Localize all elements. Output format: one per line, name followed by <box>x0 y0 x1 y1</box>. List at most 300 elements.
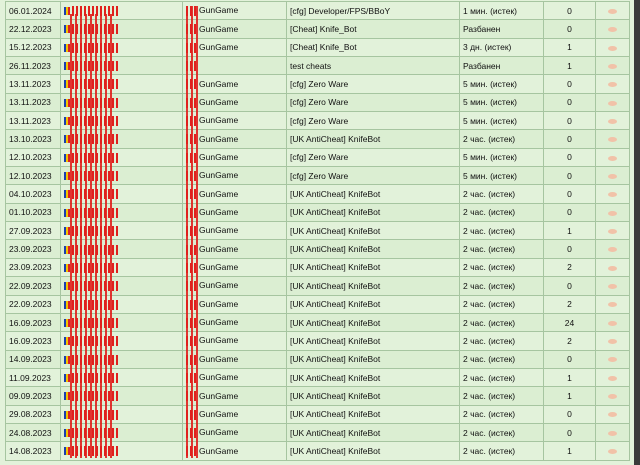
ban-date: 16.09.2023 <box>6 332 61 350</box>
ukraine-flag-icon <box>64 356 70 364</box>
server-name: GunGame <box>199 445 239 456</box>
eye-icon[interactable] <box>608 302 617 307</box>
server-name: GunGame <box>199 188 239 199</box>
details-cell[interactable] <box>596 57 630 75</box>
redacted-player-name <box>72 208 120 218</box>
redacted-player-name <box>72 263 120 273</box>
ban-date: 04.10.2023 <box>6 185 61 203</box>
ukraine-flag-icon <box>64 301 70 309</box>
ban-count: 2 <box>544 332 596 350</box>
redacted-server-mark <box>186 245 196 255</box>
ban-reason: [cfg] Developer/FPS/BBoY <box>287 2 460 20</box>
eye-icon[interactable] <box>608 101 617 106</box>
ukraine-flag-icon <box>64 190 70 198</box>
ban-reason: [cfg] Zero Ware <box>287 148 460 166</box>
ban-date: 12.10.2023 <box>6 148 61 166</box>
server-cell <box>183 387 287 405</box>
redacted-server-mark <box>186 318 196 328</box>
eye-icon[interactable] <box>608 229 617 234</box>
ukraine-flag-icon <box>64 282 70 290</box>
ban-reason: [UK AntiCheat] KnifeBot <box>287 240 460 258</box>
ban-list-body <box>6 2 630 461</box>
ban-count: 1 <box>544 387 596 405</box>
player-cell[interactable] <box>61 258 183 276</box>
server-name: GunGame <box>199 133 239 144</box>
player-cell[interactable] <box>61 57 183 75</box>
table-row[interactable] <box>6 148 630 166</box>
eye-icon[interactable] <box>608 449 617 454</box>
details-cell[interactable] <box>596 240 630 258</box>
table-row[interactable] <box>6 93 630 111</box>
redacted-player-name <box>72 300 120 310</box>
ban-date: 23.09.2023 <box>6 258 61 276</box>
player-cell[interactable] <box>61 2 183 20</box>
redacted-player-name <box>72 318 120 328</box>
server-cell <box>183 57 287 75</box>
player-cell[interactable] <box>61 295 183 313</box>
ukraine-flag-icon <box>64 25 70 33</box>
ban-term: 2 час. (истек) <box>460 350 544 368</box>
eye-icon[interactable] <box>608 82 617 87</box>
ban-date: 29.08.2023 <box>6 405 61 423</box>
ban-date: 06.01.2024 <box>6 2 61 20</box>
server-cell <box>183 240 287 258</box>
eye-icon[interactable] <box>608 431 617 436</box>
ban-reason: [UK AntiCheat] KnifeBot <box>287 222 460 240</box>
ban-reason: [cfg] Zero Ware <box>287 112 460 130</box>
table-row[interactable] <box>6 387 630 405</box>
ban-term: 2 час. (истек) <box>460 405 544 423</box>
ban-count: 0 <box>544 240 596 258</box>
redacted-player-name <box>72 189 120 199</box>
server-cell <box>183 2 287 20</box>
ban-date: 24.08.2023 <box>6 423 61 441</box>
ban-term: 5 мин. (истек) <box>460 93 544 111</box>
redacted-server-mark <box>186 263 196 273</box>
eye-icon[interactable] <box>608 9 617 14</box>
server-cell <box>183 93 287 111</box>
ban-date: 13.11.2023 <box>6 75 61 93</box>
eye-icon[interactable] <box>608 119 617 124</box>
player-cell[interactable] <box>61 75 183 93</box>
table-row[interactable] <box>6 332 630 350</box>
ukraine-flag-icon <box>64 80 70 88</box>
ban-reason: [UK AntiCheat] KnifeBot <box>287 332 460 350</box>
redacted-player-name <box>72 336 120 346</box>
player-cell[interactable] <box>61 368 183 386</box>
redacted-player-name <box>72 134 120 144</box>
eye-icon[interactable] <box>608 174 617 179</box>
eye-icon[interactable] <box>608 357 617 362</box>
redacted-server-mark <box>186 43 196 53</box>
eye-icon[interactable] <box>608 156 617 161</box>
redacted-server-mark <box>186 6 196 16</box>
eye-icon[interactable] <box>608 321 617 326</box>
table-row[interactable] <box>6 350 630 368</box>
ban-count: 0 <box>544 20 596 38</box>
server-cell <box>183 167 287 185</box>
ban-reason: [cfg] Zero Ware <box>287 93 460 111</box>
details-cell[interactable] <box>596 368 630 386</box>
redacted-server-mark <box>186 189 196 199</box>
details-cell[interactable] <box>596 222 630 240</box>
ban-reason: [UK AntiCheat] KnifeBot <box>287 295 460 313</box>
details-cell[interactable] <box>596 258 630 276</box>
redacted-player-name <box>72 391 120 401</box>
ban-reason: [UK AntiCheat] KnifeBot <box>287 277 460 295</box>
server-name: GunGame <box>199 225 239 236</box>
server-cell <box>183 258 287 276</box>
server-name: GunGame <box>199 280 239 291</box>
ban-count: 0 <box>544 75 596 93</box>
redacted-player-name <box>72 116 120 126</box>
eye-icon[interactable] <box>608 27 617 32</box>
server-cell <box>183 38 287 56</box>
redacted-player-name <box>72 373 120 383</box>
ban-count: 0 <box>544 148 596 166</box>
server-name: GunGame <box>199 41 239 52</box>
ban-date: 22.09.2023 <box>6 277 61 295</box>
details-cell[interactable] <box>596 112 630 130</box>
details-cell[interactable] <box>596 167 630 185</box>
table-row[interactable] <box>6 38 630 56</box>
redacted-server-mark <box>186 391 196 401</box>
server-name: GunGame <box>199 335 239 346</box>
server-cell <box>183 295 287 313</box>
redacted-player-name <box>72 43 120 53</box>
player-cell[interactable] <box>61 112 183 130</box>
ban-term: 5 мин. (истек) <box>460 75 544 93</box>
eye-icon[interactable] <box>608 376 617 381</box>
table-row[interactable] <box>6 240 630 258</box>
table-row[interactable] <box>6 423 630 441</box>
ban-date: 22.12.2023 <box>6 20 61 38</box>
ban-count: 0 <box>544 112 596 130</box>
details-cell[interactable] <box>596 2 630 20</box>
ban-term: 2 час. (истек) <box>460 387 544 405</box>
redacted-player-name <box>72 245 120 255</box>
ukraine-flag-icon <box>64 44 70 52</box>
server-cell <box>183 148 287 166</box>
ban-term: 2 час. (истек) <box>460 332 544 350</box>
ukraine-flag-icon <box>64 154 70 162</box>
player-cell[interactable] <box>61 130 183 148</box>
ukraine-flag-icon <box>64 7 70 15</box>
ban-term: 2 час. (истек) <box>460 240 544 258</box>
server-cell <box>183 185 287 203</box>
redacted-player-name <box>72 79 120 89</box>
server-name: GunGame <box>199 390 239 401</box>
player-cell[interactable] <box>61 240 183 258</box>
redacted-server-mark <box>186 116 196 126</box>
server-cell <box>183 75 287 93</box>
ban-date: 09.09.2023 <box>6 387 61 405</box>
ban-count: 2 <box>544 258 596 276</box>
ban-reason: [UK AntiCheat] KnifeBot <box>287 368 460 386</box>
details-cell[interactable] <box>596 295 630 313</box>
redacted-server-mark <box>186 355 196 365</box>
player-cell[interactable] <box>61 222 183 240</box>
eye-icon[interactable] <box>608 394 617 399</box>
ban-reason: [Cheat] Knife_Bot <box>287 38 460 56</box>
table-row[interactable] <box>6 112 630 130</box>
details-cell[interactable] <box>596 387 630 405</box>
player-cell[interactable] <box>61 442 183 460</box>
eye-icon[interactable] <box>608 192 617 197</box>
server-name: GunGame <box>199 23 239 34</box>
ban-count: 0 <box>544 277 596 295</box>
ban-reason: [UK AntiCheat] KnifeBot <box>287 313 460 331</box>
ban-count: 2 <box>544 295 596 313</box>
server-name: GunGame <box>199 262 239 273</box>
table-row[interactable] <box>6 222 630 240</box>
server-cell <box>183 442 287 460</box>
ban-date: 01.10.2023 <box>6 203 61 221</box>
server-name: GunGame <box>199 170 239 181</box>
details-cell[interactable] <box>596 130 630 148</box>
server-cell <box>183 130 287 148</box>
player-cell[interactable] <box>61 350 183 368</box>
eye-icon[interactable] <box>608 46 617 51</box>
ban-date: 22.09.2023 <box>6 295 61 313</box>
details-cell[interactable] <box>596 185 630 203</box>
redacted-server-mark <box>186 171 196 181</box>
redacted-server-mark <box>186 300 196 310</box>
server-name: GunGame <box>199 317 239 328</box>
table-row[interactable] <box>6 313 630 331</box>
ban-date: 15.12.2023 <box>6 38 61 56</box>
player-cell[interactable] <box>61 203 183 221</box>
ban-date: 27.09.2023 <box>6 222 61 240</box>
ban-count: 0 <box>544 350 596 368</box>
server-cell <box>183 405 287 423</box>
player-cell[interactable] <box>61 387 183 405</box>
ukraine-flag-icon <box>64 62 70 70</box>
ukraine-flag-icon <box>64 227 70 235</box>
server-name: GunGame <box>199 243 239 254</box>
redacted-player-name <box>72 410 120 420</box>
eye-icon[interactable] <box>608 284 617 289</box>
ban-term: 5 мин. (истек) <box>460 148 544 166</box>
ban-term: 2 час. (истек) <box>460 313 544 331</box>
ban-count: 1 <box>544 38 596 56</box>
ban-date: 13.11.2023 <box>6 112 61 130</box>
ban-term: Разбанен <box>460 57 544 75</box>
ban-count: 0 <box>544 405 596 423</box>
eye-icon[interactable] <box>608 266 617 271</box>
details-cell[interactable] <box>596 423 630 441</box>
server-name: GunGame <box>199 207 239 218</box>
eye-icon[interactable] <box>608 339 617 344</box>
ukraine-flag-icon <box>64 392 70 400</box>
redacted-player-name <box>72 6 120 16</box>
table-row[interactable] <box>6 185 630 203</box>
ban-date: 13.11.2023 <box>6 93 61 111</box>
details-cell[interactable] <box>596 332 630 350</box>
ban-date: 14.08.2023 <box>6 442 61 460</box>
ukraine-flag-icon <box>64 172 70 180</box>
details-cell[interactable] <box>596 405 630 423</box>
ban-date: 14.09.2023 <box>6 350 61 368</box>
ban-date: 12.10.2023 <box>6 167 61 185</box>
ban-term: 5 мин. (истек) <box>460 167 544 185</box>
ukraine-flag-icon <box>64 264 70 272</box>
redacted-player-name <box>72 226 120 236</box>
server-cell <box>183 277 287 295</box>
ukraine-flag-icon <box>64 374 70 382</box>
redacted-player-name <box>72 355 120 365</box>
ban-term: 2 час. (истек) <box>460 423 544 441</box>
player-cell[interactable] <box>61 185 183 203</box>
ban-date: 13.10.2023 <box>6 130 61 148</box>
ukraine-flag-icon <box>64 246 70 254</box>
ban-term: 2 час. (истек) <box>460 258 544 276</box>
table-row[interactable] <box>6 167 630 185</box>
details-cell[interactable] <box>596 20 630 38</box>
redacted-server-mark <box>186 410 196 420</box>
player-cell[interactable] <box>61 332 183 350</box>
table-row[interactable] <box>6 2 630 20</box>
player-cell[interactable] <box>61 277 183 295</box>
table-row[interactable] <box>6 258 630 276</box>
ukraine-flag-icon <box>64 117 70 125</box>
server-cell <box>183 203 287 221</box>
player-cell[interactable] <box>61 148 183 166</box>
details-cell[interactable] <box>596 203 630 221</box>
ban-date: 11.09.2023 <box>6 368 61 386</box>
player-cell[interactable] <box>61 20 183 38</box>
server-name: GunGame <box>199 152 239 163</box>
ban-date: 16.09.2023 <box>6 313 61 331</box>
table-row[interactable] <box>6 75 630 93</box>
table-row[interactable] <box>6 20 630 38</box>
server-name: GunGame <box>199 372 239 383</box>
details-cell[interactable] <box>596 75 630 93</box>
table-row[interactable] <box>6 57 630 75</box>
ban-term: 2 час. (истек) <box>460 203 544 221</box>
redacted-server-mark <box>186 428 196 438</box>
ban-term: 5 мин. (истек) <box>460 112 544 130</box>
ban-reason: [UK AntiCheat] KnifeBot <box>287 130 460 148</box>
table-row[interactable] <box>6 203 630 221</box>
eye-icon[interactable] <box>608 211 617 216</box>
ban-count: 0 <box>544 185 596 203</box>
ban-date: 23.09.2023 <box>6 240 61 258</box>
player-cell[interactable] <box>61 93 183 111</box>
server-name: GunGame <box>199 115 239 126</box>
server-name: GunGame <box>199 408 239 419</box>
details-cell[interactable] <box>596 148 630 166</box>
ban-count: 0 <box>544 423 596 441</box>
player-cell[interactable] <box>61 167 183 185</box>
ukraine-flag-icon <box>64 99 70 107</box>
table-row[interactable] <box>6 130 630 148</box>
player-cell[interactable] <box>61 313 183 331</box>
ban-term: 2 час. (истек) <box>460 277 544 295</box>
ban-term: 1 мин. (истек) <box>460 2 544 20</box>
ukraine-flag-icon <box>64 447 70 455</box>
server-cell <box>183 350 287 368</box>
redacted-player-name <box>72 171 120 181</box>
ban-reason: [UK AntiCheat] KnifeBot <box>287 203 460 221</box>
eye-icon[interactable] <box>608 64 617 69</box>
server-cell <box>183 112 287 130</box>
ban-count: 1 <box>544 368 596 386</box>
ban-count: 0 <box>544 2 596 20</box>
server-cell <box>183 20 287 38</box>
ban-reason: [UK AntiCheat] KnifeBot <box>287 423 460 441</box>
ban-term: 2 час. (истек) <box>460 368 544 386</box>
redacted-server-mark <box>186 226 196 236</box>
table-row[interactable] <box>6 405 630 423</box>
ban-reason: [UK AntiCheat] KnifeBot <box>287 405 460 423</box>
redacted-player-name <box>72 153 120 163</box>
ban-list-table <box>5 1 630 461</box>
details-cell[interactable] <box>596 313 630 331</box>
table-row[interactable] <box>6 295 630 313</box>
redacted-server-mark <box>186 153 196 163</box>
redacted-server-mark <box>186 61 196 71</box>
ban-term: 3 дн. (истек) <box>460 38 544 56</box>
ban-term: Разбанен <box>460 20 544 38</box>
details-cell[interactable] <box>596 38 630 56</box>
eye-icon[interactable] <box>608 137 617 142</box>
player-cell[interactable] <box>61 423 183 441</box>
ban-count: 0 <box>544 130 596 148</box>
ban-reason: [cfg] Zero Ware <box>287 167 460 185</box>
redacted-server-mark <box>186 336 196 346</box>
details-cell[interactable] <box>596 350 630 368</box>
details-cell[interactable] <box>596 442 630 460</box>
redacted-server-mark <box>186 446 196 456</box>
ukraine-flag-icon <box>64 209 70 217</box>
ban-term: 2 час. (истек) <box>460 295 544 313</box>
server-cell <box>183 222 287 240</box>
ukraine-flag-icon <box>64 411 70 419</box>
redacted-player-name <box>72 446 120 456</box>
ban-reason: [Cheat] Knife_Bot <box>287 20 460 38</box>
server-name: GunGame <box>199 5 239 16</box>
table-row[interactable] <box>6 368 630 386</box>
ban-reason: [UK AntiCheat] KnifeBot <box>287 387 460 405</box>
redacted-player-name <box>72 61 120 71</box>
ban-reason: [cfg] Zero Ware <box>287 75 460 93</box>
ukraine-flag-icon <box>64 135 70 143</box>
server-cell <box>183 313 287 331</box>
redacted-server-mark <box>186 24 196 34</box>
table-row[interactable] <box>6 277 630 295</box>
server-name: GunGame <box>199 298 239 309</box>
details-cell[interactable] <box>596 277 630 295</box>
window-edge <box>634 0 640 465</box>
ban-term: 2 час. (истек) <box>460 130 544 148</box>
redacted-player-name <box>72 98 120 108</box>
ban-date: 26.11.2023 <box>6 57 61 75</box>
redacted-server-mark <box>186 134 196 144</box>
redacted-player-name <box>72 281 120 291</box>
table-row[interactable] <box>6 442 630 460</box>
ban-term: 2 час. (истек) <box>460 185 544 203</box>
eye-icon[interactable] <box>608 412 617 417</box>
details-cell[interactable] <box>596 93 630 111</box>
player-cell[interactable] <box>61 38 183 56</box>
redacted-server-mark <box>186 98 196 108</box>
ban-term: 2 час. (истек) <box>460 442 544 460</box>
ban-count: 0 <box>544 203 596 221</box>
player-cell[interactable] <box>61 405 183 423</box>
eye-icon[interactable] <box>608 247 617 252</box>
server-cell <box>183 423 287 441</box>
